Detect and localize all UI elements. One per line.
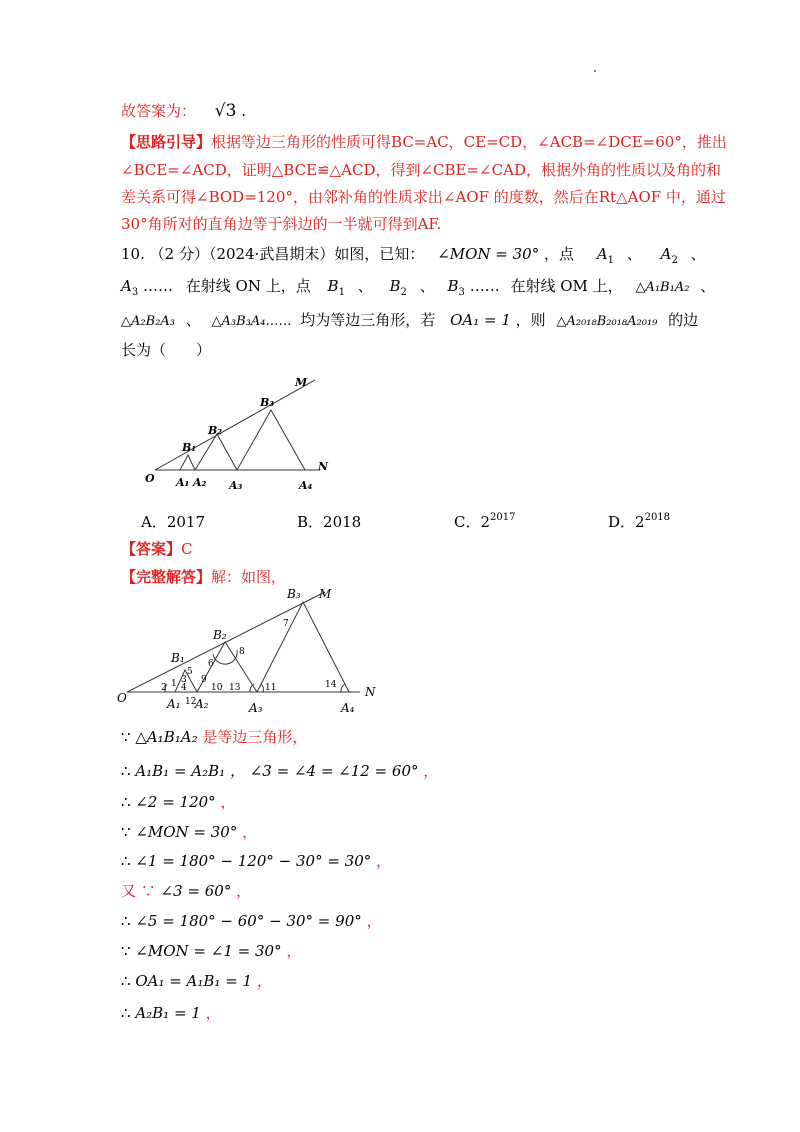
solution-step [121,1002,221,1024]
angle-label-13: 13 [229,683,241,693]
step-note: ， [200,1004,221,1022]
choice-b[interactable]: B．2018 [297,513,362,531]
choice-d[interactable]: D．$2^{2018}$ [608,512,671,531]
label2-b2: B₂ [213,628,227,642]
angle-label-5: 5 [187,667,193,677]
step-note: ， [361,912,382,930]
step-symbol: ∵ [121,942,136,960]
step-note: ， [252,972,272,990]
choice-c[interactable]: C．$2^{2017}$ [454,512,516,531]
angle-label-3: 3 [181,675,187,685]
label2-n: N [365,685,376,699]
hint-line-1 [121,131,727,153]
step-symbol: 又 ∵ [121,882,161,900]
hint-text-1: 根据等边三角形的性质可得BC=AC，CE=CD，∠ACB=∠DCE=60°，推出 [211,133,727,151]
step-symbol: ∵ [121,823,136,841]
triangle-3: △A₃B₃A₄…… [211,314,292,329]
step-symbol: ∴ [121,1004,136,1022]
solution-step [121,726,307,748]
solution-step [121,821,257,843]
step-symbol: ∵ [121,728,136,746]
solution-step [121,760,438,782]
angle-label-2: 2 [161,683,167,693]
step-note: ， [418,762,439,780]
step-note: ， [281,942,302,960]
answer-choice: C [181,540,193,558]
angle-label-4: 4 [181,683,187,693]
label-b2: B₂ [208,424,223,437]
label-m: M [295,376,308,389]
step-symbol: ∴ [121,762,136,780]
step-expression: ∠3 = 60° [160,882,232,900]
step-note: ， [231,882,252,900]
tail-text: 的边 [668,311,699,329]
hint-line-4: 30°角所对的直角边等于斜边的一半就可得到AF. [121,215,442,233]
solution-figure [115,584,385,719]
solution-step [121,970,272,992]
point-b1: $B_1$ [327,277,345,298]
angle-label-12: 12 [185,697,197,707]
step-note: 是等边三角形， [197,728,308,746]
ray-om [155,380,315,470]
angle-label-14: 14 [325,680,337,690]
page-dot [594,70,596,72]
step-expression: OA₁ = A₁B₁ = 1 [135,972,253,990]
label2-b3: B₃ [287,587,301,601]
answer-label: 【答案】 [121,540,182,558]
step-expression: ∠MON = 30° [135,823,238,841]
solution-step [121,940,301,962]
label-a2: A₂ [193,476,207,489]
angle-arc-13 [250,684,254,692]
question-angle: ∠MON = 30° [437,245,540,263]
answer-value: √3 [214,101,237,121]
separator: 、 [419,277,435,295]
label2-a1: A₁ [167,697,181,711]
point-b2: $B_2$ [389,277,407,298]
triangle-2: △A₂B₂A₃ [121,314,175,329]
ellipsis: …… [143,277,173,295]
answer-line [121,538,193,560]
label2-m: M [319,587,332,601]
ray-om-2 [127,592,325,692]
step-note: ， [371,852,392,870]
step-expression: ∠2 = 120° [135,793,216,811]
triangle-2-shape [195,434,237,470]
label-o: O [145,472,155,485]
question-figure [145,370,345,495]
previous-answer-line [121,100,246,122]
label2-o: O [117,691,127,705]
separator: 、 [357,277,373,295]
angle-label-9: 9 [201,675,207,685]
question-line-1 [121,243,706,272]
step-symbol: ∴ [121,852,136,870]
choice-a[interactable]: A．2017 [141,513,206,531]
step-symbol: ∴ [121,912,136,930]
angle-label-8: 8 [239,647,245,657]
target-triangle: △A₂₀₁₈B₂₀₁₈A₂₀₁₉ [556,314,658,329]
separator: 、 [185,311,201,329]
hint-line-3: 差关系可得∠BOD=120°，由邻补角的性质求出∠AOF 的度数，然后在Rt△AOF 中，通过 [121,188,726,206]
solution-label: 【完整解答】 [121,568,212,586]
question-text-dian: ，点 [544,245,575,263]
label2-a3: A₃ [249,701,263,715]
angle-arc-11 [261,684,263,692]
label-n: N [318,460,329,473]
point-a2: $A_2$ [660,245,678,266]
step-expression: A₁B₁ = A₂B₁ ， ∠3 = ∠4 = ∠12 = 60° [135,762,419,780]
question-number: 10. [121,245,145,263]
step-expression: ∠5 = 180° − 60° − 30° = 90° [135,912,362,930]
separator: 、 [626,245,642,263]
angle-label-7: 7 [283,619,289,629]
label2-a4: A₄ [341,701,355,715]
triangle-1-shape [180,455,195,470]
tri-3-shape [257,602,349,692]
step-symbol: ∴ [121,972,136,990]
step-note: ， [215,793,236,811]
step-expression: △A₁B₁A₂ [135,728,198,746]
oa1-given: OA₁ = 1 [450,311,511,329]
angle-arc-14 [341,684,345,692]
answer-suffix: . [241,102,247,120]
angle-label-11: 11 [265,683,277,693]
point-a1: $A_1$ [596,245,615,266]
solution-step [121,791,235,813]
step-expression: A₂B₁ = 1 [135,1004,201,1022]
step-note: ， [237,823,258,841]
angle-label-10: 10 [211,683,223,693]
angle-label-1: 1 [171,679,177,689]
step-expression: ∠MON = ∠1 = 30° [135,942,282,960]
ellipsis: …… [469,277,500,295]
step-symbol: ∴ [121,793,136,811]
point-b3: $B_3$ [447,277,465,298]
separator: 、 [690,245,706,263]
question-line-2 [121,275,715,304]
step-expression: ∠1 = 180° − 120° − 30° = 30° [135,852,372,870]
label-a4: A₄ [299,479,313,492]
solution-intro: 解：如图， [211,568,287,586]
then-text: ，则 [515,311,546,329]
solution-step [121,850,391,872]
question-line-3 [121,309,698,333]
hint-label: 【思路引导】 [121,133,212,151]
on-ray-om-text: 在射线 OM 上， [510,277,623,295]
triangle-1: △A₁B₁A₂ [635,280,690,295]
answer-prefix: 故答案为： [121,102,197,120]
on-ray-on-text: 在射线 ON 上，点 [185,277,311,295]
solution-step [121,880,251,902]
angle-label-6: 6 [208,659,214,669]
solution-step [121,910,382,932]
label-b1: B₁ [182,441,197,454]
hint-line-2: ∠BCE=∠ACD，证明△BCE≌△ACD，得到∠CBE=∠CAD，根据外角的性质以及角的和 [121,161,721,179]
separator: 、 [700,277,716,295]
label2-b1: B₁ [171,651,185,665]
label-a3: A₃ [229,479,243,492]
question-meta: （2 分）（2024·武昌期末）如图，已知： [149,245,425,263]
triangle-3-shape [237,410,305,470]
label-b3: B₃ [260,396,275,409]
label2-a2: A₂ [195,697,209,711]
label-a1: A₁ [176,476,190,489]
point-a3: $A_3$ [121,277,139,298]
question-line-4: 长为（ ） [121,341,212,359]
equilateral-text: 均为等边三角形，若 [300,311,436,329]
